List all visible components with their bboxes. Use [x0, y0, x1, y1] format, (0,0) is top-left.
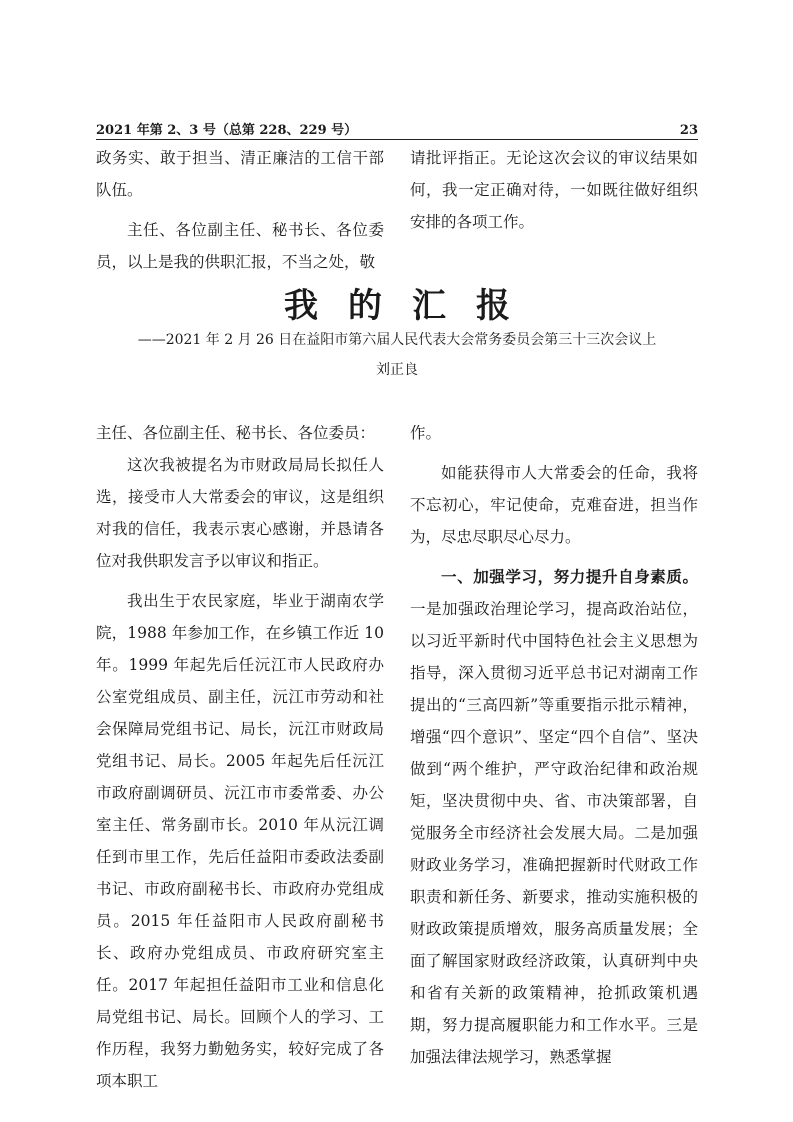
article-left-column [96, 417, 384, 1097]
article-subtitle: ——2021 年 2 月 26 日在益阳市第六届人民代表大会常务委员会第三十三次会议上 [137, 332, 657, 348]
header-rule [96, 139, 698, 140]
previous-article-paragraph: 主任、各位副主任、秘书长、各位委员，以上是我的供职汇报，不当之处，敬 [96, 221, 384, 271]
previous-article-right-column [410, 142, 698, 238]
page-number: 23 [679, 123, 698, 138]
previous-article-paragraph: 请批评指正。无论这次会议的审议结果如何，我一定正确对待，一如既往做好组织安排的各项工作。 [410, 149, 698, 231]
section-heading: 一、加强学习，努力提升自身素质。 [441, 568, 698, 586]
issue-info: 2021 年第 2、3 号（总第 228、229 号） [96, 123, 358, 138]
body-paragraph: 如能获得市人大常委会的任命，我将不忘初心，牢记使命，克难奋进，担当作为，尽忠尽职尽心尽力。 [410, 464, 698, 546]
previous-article-paragraph: 政务实、敢于担当、清正廉洁的工信干部队伍。 [96, 149, 384, 199]
article-title: 我的汇报 [284, 286, 540, 326]
body-paragraph: 作。 [410, 424, 442, 442]
section-text: 一是加强政治理论学习，提高政治站位，以习近平新时代中国特色社会主义思想为指导，深入贯彻习近平总书记对湖南工作提出的“三高四新”等重要指示批示精神，增强“四个意识”、坚定“四个自信”、坚决做到“两个维护，严守政治纪律和政治规矩，坚决贯彻中央、省、市决策部署，自觉服务全市经济社会发展大局。二是加强财政业务学习，准确把握新时代财政工作职责和新任务、新要求，推动实施积极的财政政策提质增效，服务高质量发展；全面了解国家财政经济政策，认真研判中央和省有关新的政策精神，抢抓政策机遇期，努力提高履职能力和工作水平。三是加强法律法规学习，熟悉掌握 [410, 600, 698, 1066]
article-author: 刘正良 [376, 362, 418, 378]
article-right-column [410, 417, 698, 1073]
body-paragraph: 我出生于农民家庭，毕业于湖南农学院，1988 年参加工作，在乡镇工作近 10 年。1999 年起先后任沅江市人民政府办公室党组成员、副主任，沅江市劳动和社会保障局党组书记、局长，沅江市财政局党组书记、局长。2005 年起先后任沅江市政府副调研员、沅江市市委常委、办公室主任、常务副市长。2010 年从沅江调任到市里工作，先后任益阳市委政法委副书记、市政府副秘书长、市政府办党组成员。2015 年任益阳市人民政府副秘书长、政府办党组成员、市政府研究室主任。2017 年起担任益阳市工业和信息化局党组书记、局长。回顾个人的学习、工作历程，我努力勤勉务实，较好完成了各项本职工 [96, 592, 384, 1090]
running-header [96, 118, 698, 138]
section-paragraph [410, 561, 698, 1073]
previous-article-left-column [96, 142, 384, 278]
salutation: 主任、各位副主任、秘书长、各位委员： [96, 424, 376, 442]
body-paragraph: 这次我被提名为市财政局局长拟任人选，接受市人大常委会的审议，这是组织对我的信任，我表示衷心感谢，并恳请各位对我供职发言予以审议和指正。 [96, 456, 384, 570]
